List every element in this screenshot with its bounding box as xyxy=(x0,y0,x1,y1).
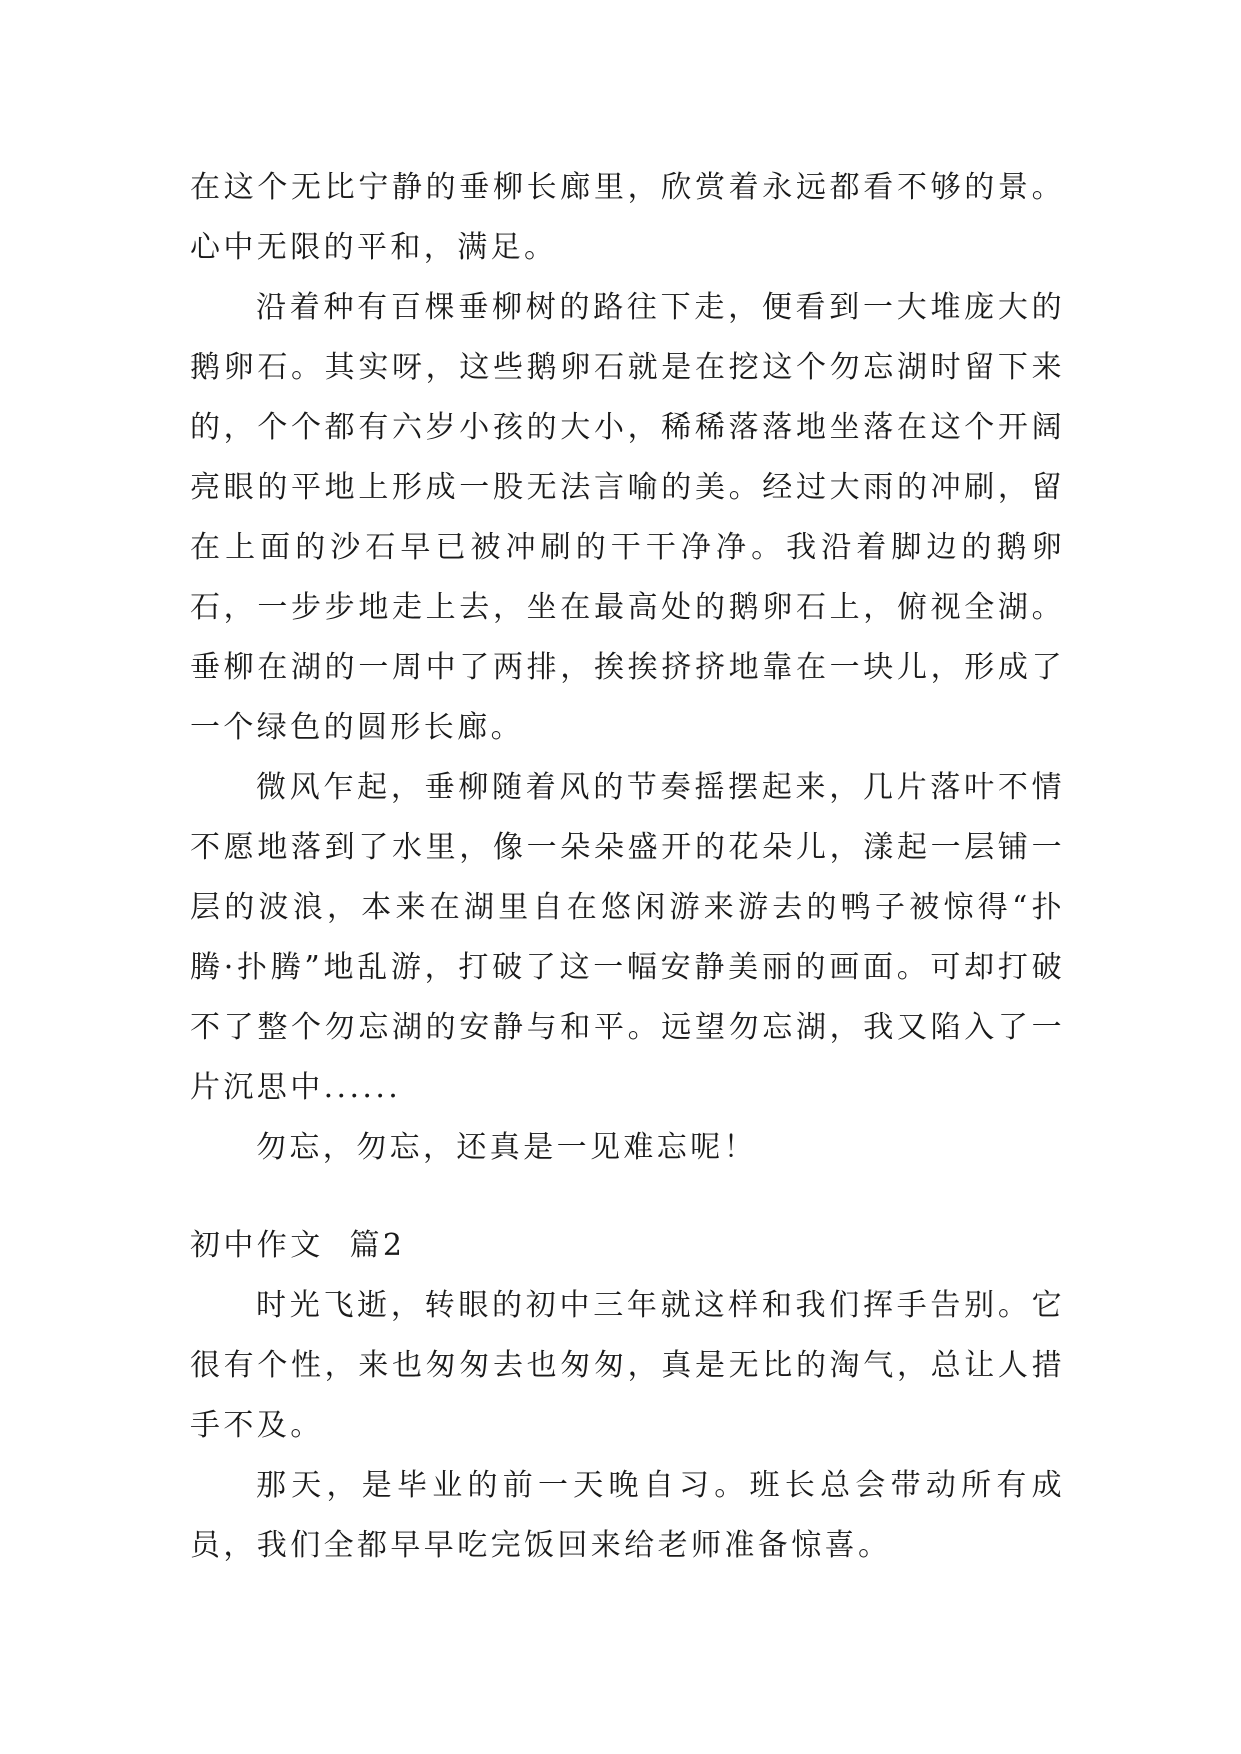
paragraph-4: 勿忘，勿忘，还真是一见难忘呢！ xyxy=(256,1130,757,1165)
paragraph-2: 沿着种有百棵垂柳树的路往下走，便看到一大堆庞大的鹅卵石。其实呀，这些鹅卵石就是在挖这个勿忘湖时留下来的，个个都有六岁小孩的大小，稀稀落落地坐落在这个开阔亮眼的平地上形成一股无法言喻的美。经过大雨的冲刷，留在上面的沙石早已被冲刷的干干净净。我沿着脚边的鹅卵石，一步步地走上去，坐在最高处的鹅卵石上，俯视全湖。垂柳在湖的一周中了两排，挨挨挤挤地靠在一块儿，形成了一个绿色的圆形长廊。 xyxy=(190,290,1065,745)
paragraph-1: 在这个无比宁静的垂柳长廊里，欣赏着永远都看不够的景。心中无限的平和，满足。 xyxy=(190,170,1065,265)
paragraph-6: 那天，是毕业的前一天晚自习。班长总会带动所有成员，我们全都早早吃完饭回来给老师准备惊喜。 xyxy=(190,1468,1065,1563)
paragraph-3: 微风乍起，垂柳随着风的节奏摇摆起来，几片落叶不情不愿地落到了水里，像一朵朵盛开的花朵儿，漾起一层铺一层的波浪，本来在湖里自在悠闲游来游去的鸭子被惊得“扑腾·扑腾”地乱游，打破了这一幅安静美丽的画面。可却打破不了整个勿忘湖的安静与和平。远望勿忘湖，我又陷入了一片沉思中...... xyxy=(190,770,1065,1105)
paragraph-5: 时光飞逝，转眼的初中三年就这样和我们挥手告别。它很有个性，来也匆匆去也匆匆，真是无比的淘气，总让人措手不及。 xyxy=(190,1288,1065,1443)
document-body xyxy=(190,158,1065,1576)
section-title: 初中作文 篇2 xyxy=(190,1228,406,1263)
